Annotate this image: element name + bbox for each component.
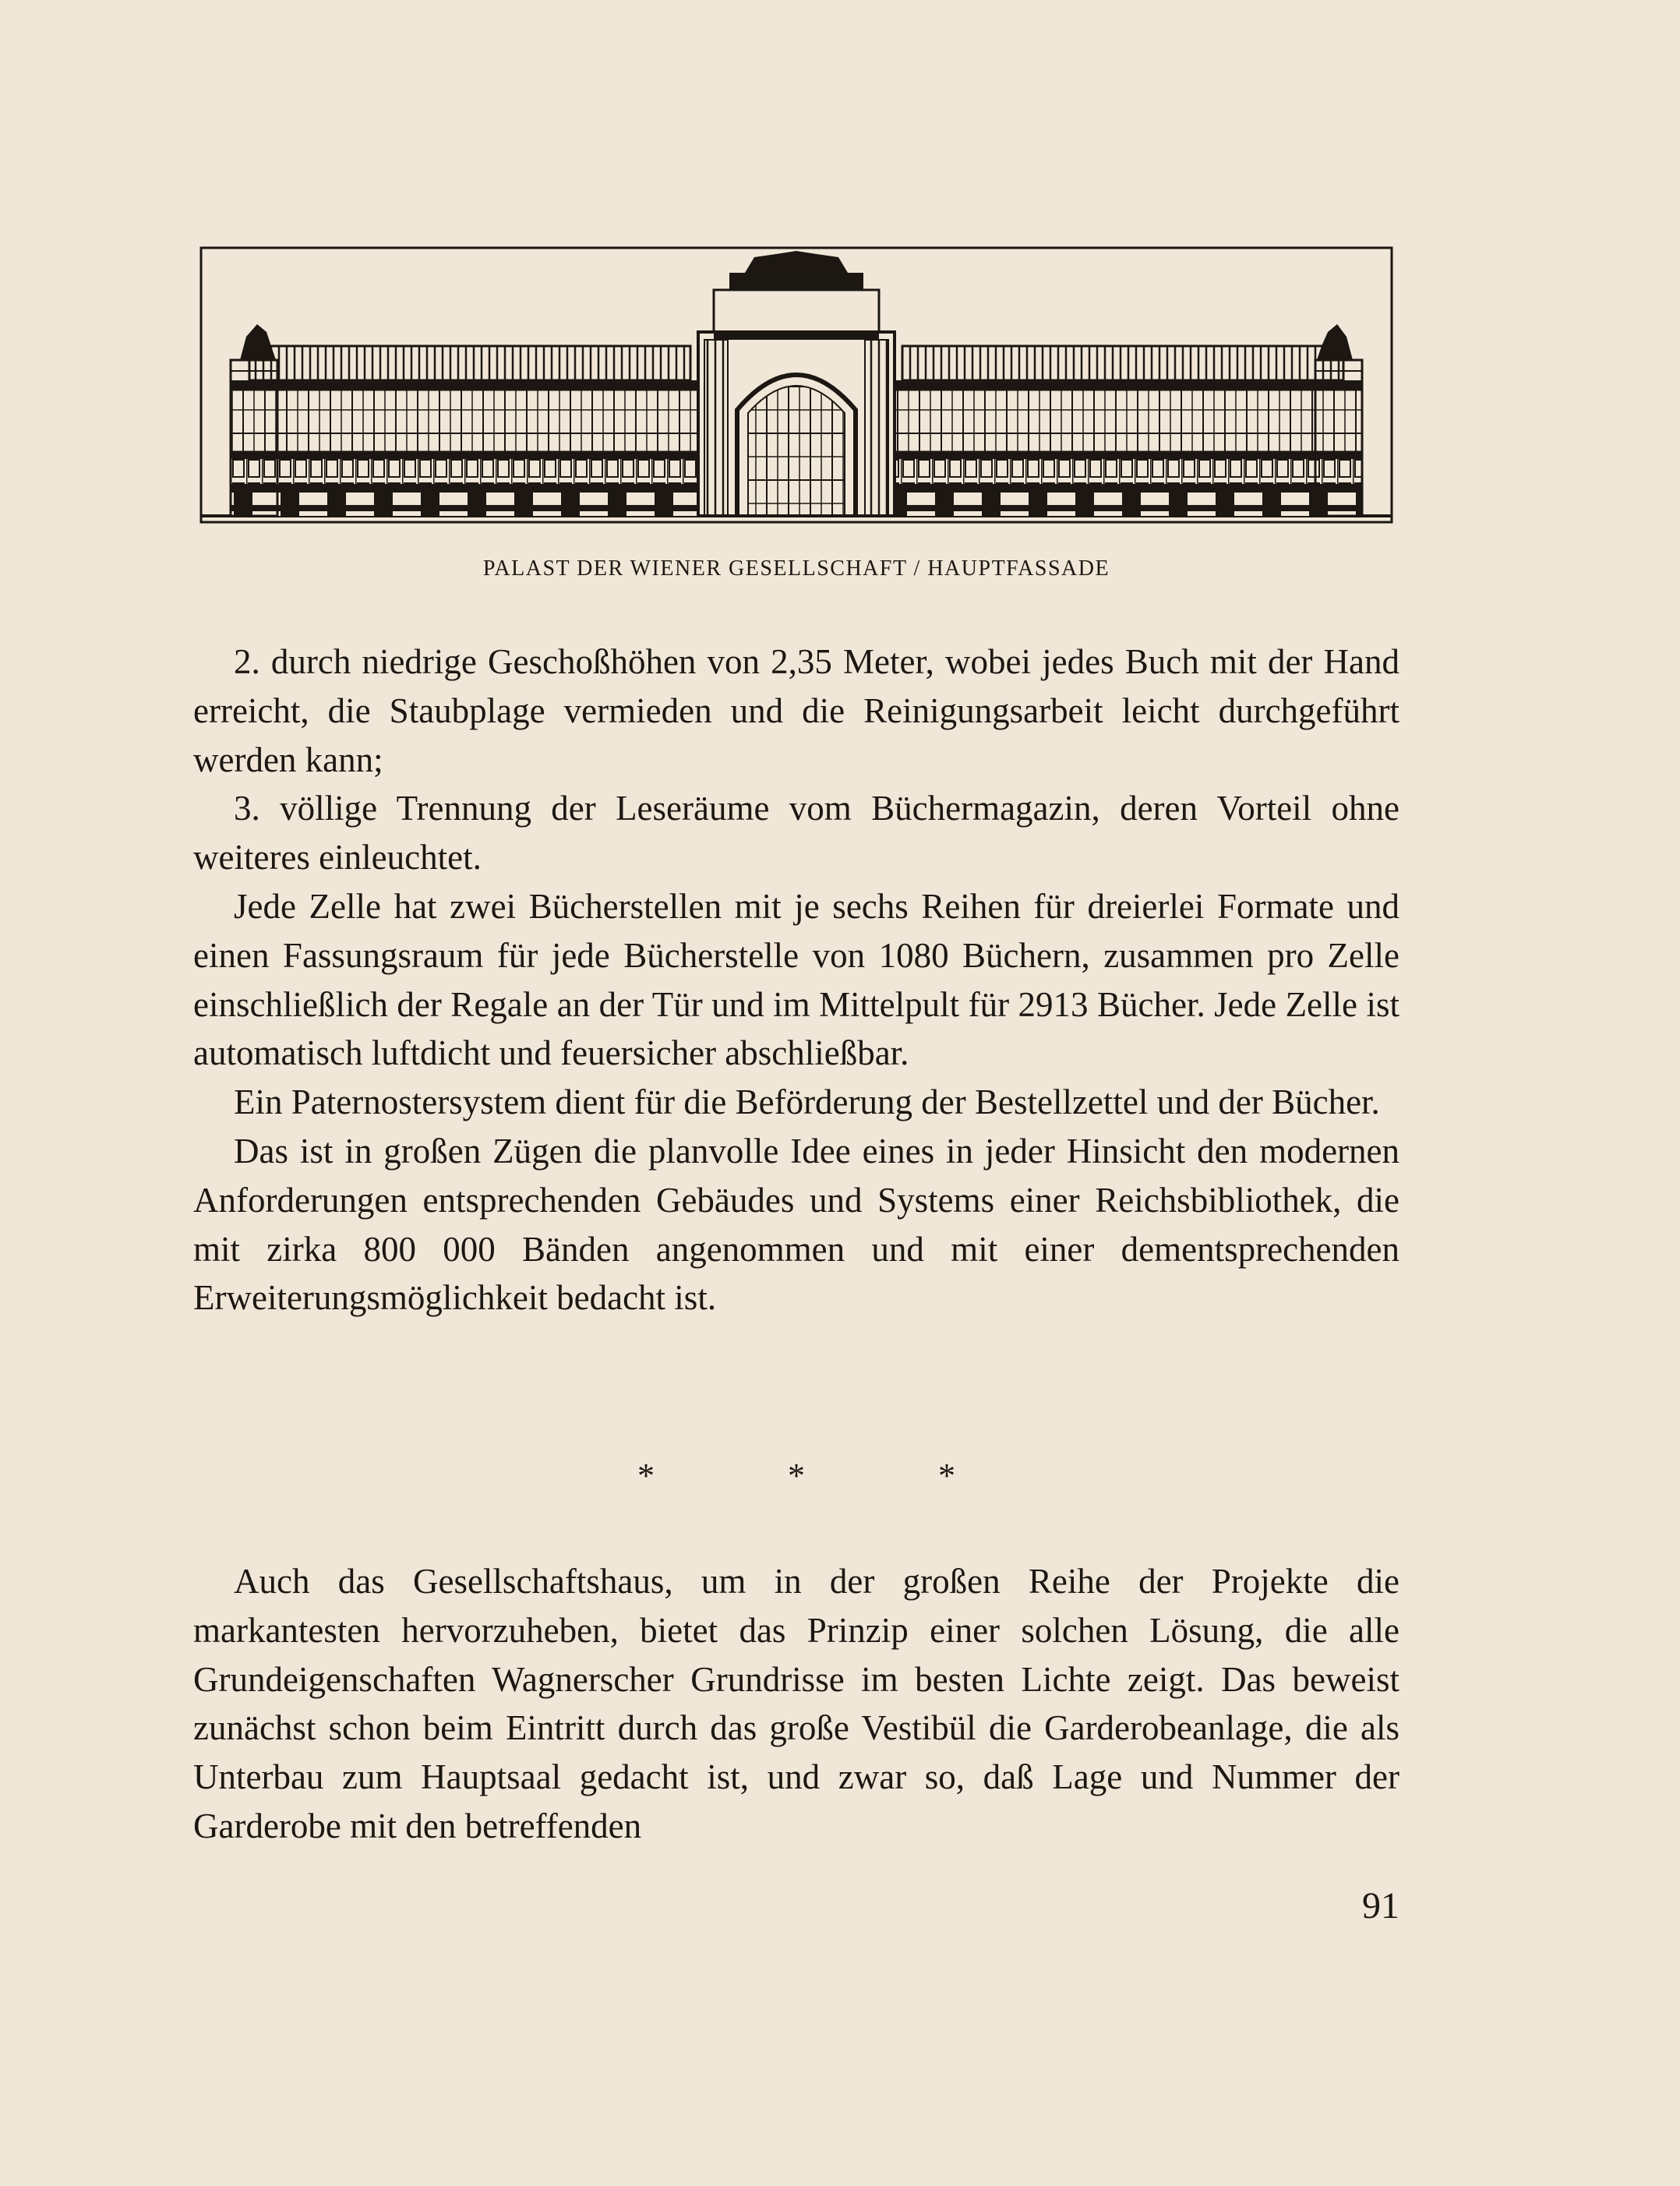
section-separator: * * *: [637, 1457, 1018, 1495]
paragraph: Jede Zelle hat zwei Bücherstellen mit je sechs Reihen für dreierlei Formate und einen Fassungsraum für jede Bücherstelle von 1080 Büchern, zusammen pro Zelle einschließlich der Regale an der Tür und im Mittelpult für 2913 Bücher. Jede Zelle ist automatisch luftdicht und feuersicher abschließbar.: [193, 886, 1399, 1073]
paragraph: Auch das Gesellschaftshaus, um in der großen Reihe der Projekte die markantesten hervorzuheben, bietet das Prinzip einer solchen Lösung, die alle Grundeigenschaften Wagnerscher Grundrisse im besten Lichte zeigt. Das beweist zunächst schon beim Eintritt durch das große Vestibül die Garderobeanlage, die als Unterbau zum Hauptsaal gedacht ist, und zwar so, daß Lage und Nummer der Garderobe mit den betreffenden: [193, 1562, 1399, 1845]
paragraph: Ein Paternostersystem dient für die Beförderung der Bestellzettel und der Bücher.: [234, 1082, 1380, 1122]
paragraph: 2. durch niedrige Geschoßhöhen von 2,35 Meter, wobei jedes Buch mit der Hand erreicht, die Staubplage vermieden und die Reinigungsarbeit leicht durchgeführt werden kann;: [193, 642, 1399, 779]
text-section-2: [193, 1557, 1399, 1851]
left-wing: [231, 324, 698, 516]
paragraph: Das ist in großen Zügen die planvolle Idee eines in jeder Hinsicht den modernen Anforderungen entsprechenden Gebäudes und Systems einer Reichsbibliothek, die mit zirka 800 000 Bänden angenommen und mit einer dementsprechenden Erweiterungsmöglichkeit bedacht ist.: [193, 1131, 1399, 1318]
central-pavilion: [698, 251, 895, 516]
paragraph: 3. völlige Trennung der Leseräume vom Büchermagazin, deren Vorteil ohne weiteres einleuchtet.: [193, 789, 1399, 878]
text-section-1: [193, 637, 1399, 1323]
facade-illustration: [199, 246, 1393, 524]
page-number: 91: [1362, 1885, 1399, 1926]
figure-caption: PALAST DER WIENER GESELLSCHAFT / HAUPTFASSADE: [482, 556, 1110, 581]
right-wing: [895, 324, 1362, 516]
